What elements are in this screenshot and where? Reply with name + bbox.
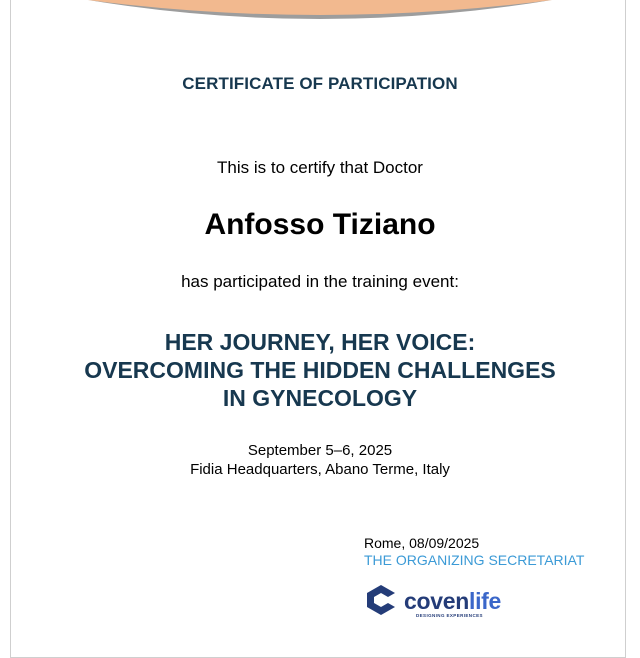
event-title-line: HER JOURNEY, HER VOICE:	[164, 329, 476, 355]
logo-word-part: life	[468, 588, 502, 614]
certificate-title: CERTIFICATE OF PARTICIPATION	[182, 74, 458, 93]
covenlife-wordmark	[404, 588, 501, 615]
event-venue: Fidia Headquarters, Abano Terme, Italy	[190, 461, 450, 478]
event-title	[0, 328, 640, 412]
event-title-line: OVERCOMING THE HIDDEN CHALLENGES	[84, 357, 556, 383]
signature-place-date: Rome, 08/09/2025	[364, 535, 480, 551]
event-date: September 5–6, 2025	[247, 442, 393, 459]
organizing-secretariat: THE ORGANIZING SECRETARIAT	[364, 552, 585, 568]
participation-statement: has participated in the training event:	[181, 272, 459, 291]
event-title-line: IN GYNECOLOGY	[222, 385, 418, 411]
logo-word-part: coven	[404, 588, 469, 614]
recipient-name: Anfosso Tiziano	[204, 208, 436, 241]
certify-statement: This is to certify that Doctor	[217, 158, 423, 177]
covenlife-hexagon-icon	[364, 584, 398, 616]
covenlife-logo	[364, 582, 514, 622]
top-decorative-arc	[0, 0, 640, 24]
logo-tagline: DESIGNING EXPERIENCES	[416, 613, 483, 618]
